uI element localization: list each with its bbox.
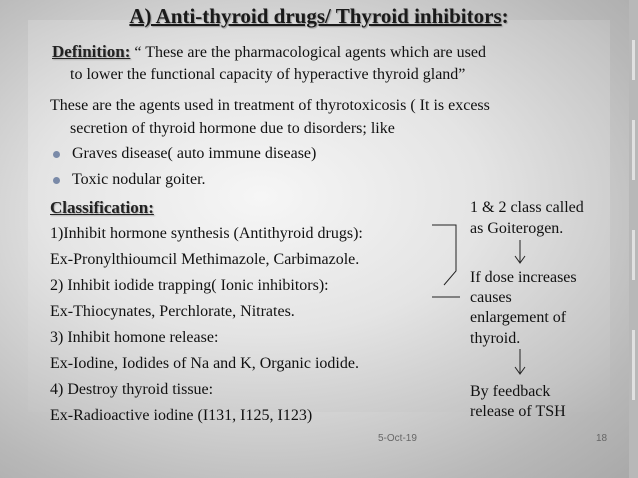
bullet-icon — [53, 177, 60, 184]
definition-label: Definition: — [52, 42, 131, 61]
down-arrow-icon — [514, 349, 526, 377]
side-note-2a: If dose increases — [470, 269, 577, 286]
right-border-decoration — [629, 0, 638, 478]
class-line: 3) Inhibit homone release: — [50, 329, 219, 346]
class-line: Ex-Pronylthioumcil Methimazole, Carbimazole. — [50, 251, 360, 268]
side-note-1b: as Goiterogen. — [470, 220, 564, 237]
agents-line-1: These are the agents used in treatment of thyrotoxicosis ( It is excess — [50, 97, 490, 114]
slide-title — [0, 4, 638, 29]
side-note-2b: causes — [470, 289, 512, 306]
footer-date: 5-Oct-19 — [378, 433, 417, 444]
down-arrow-icon — [514, 240, 526, 266]
class-line: Ex-Iodine, Iodides of Na and K, Organic iodide. — [50, 355, 359, 372]
side-note-2c: enlargement of — [470, 309, 567, 326]
bracket-connector — [430, 215, 466, 315]
side-note-3b: release of TSH — [470, 403, 566, 420]
class-line: Ex-Thiocynates, Perchlorate, Nitrates. — [50, 303, 295, 320]
footer-page-number: 18 — [596, 433, 608, 444]
bullet-item-graves: Graves disease( auto immune disease) — [72, 145, 317, 162]
side-note-1a: 1 & 2 class called — [470, 199, 584, 216]
bracket-top-line — [432, 225, 456, 285]
definition-line-2: to lower the functional capacity of hyperactive thyroid gland” — [70, 66, 466, 83]
agents-line-2: secretion of thyroid hormone due to disorders; like — [70, 120, 395, 137]
definition-text-1: “ These are the pharmacological agents which are used — [130, 44, 486, 61]
class-line: 1)Inhibit hormone synthesis (Antithyroid drugs): — [50, 225, 363, 242]
class-line: Ex-Radioactive iodine (I131, I125, I123) — [50, 407, 313, 424]
side-note-2d: thyroid. — [470, 330, 521, 347]
definition-line-1 — [52, 42, 486, 63]
side-note-3a: By feedback — [470, 383, 551, 400]
bullet-item-toxic: Toxic nodular goiter. — [72, 171, 206, 188]
bullet-icon — [53, 151, 60, 158]
title-text: A) Anti-thyroid drugs/ Thyroid inhibitors — [129, 4, 502, 28]
title-colon: : — [501, 4, 509, 28]
classification-heading: Classification: — [50, 198, 154, 217]
class-line: 4) Destroy thyroid tissue: — [50, 381, 214, 398]
class-line: 2) Inhibit iodide trapping( Ionic inhibitors): — [50, 277, 329, 294]
